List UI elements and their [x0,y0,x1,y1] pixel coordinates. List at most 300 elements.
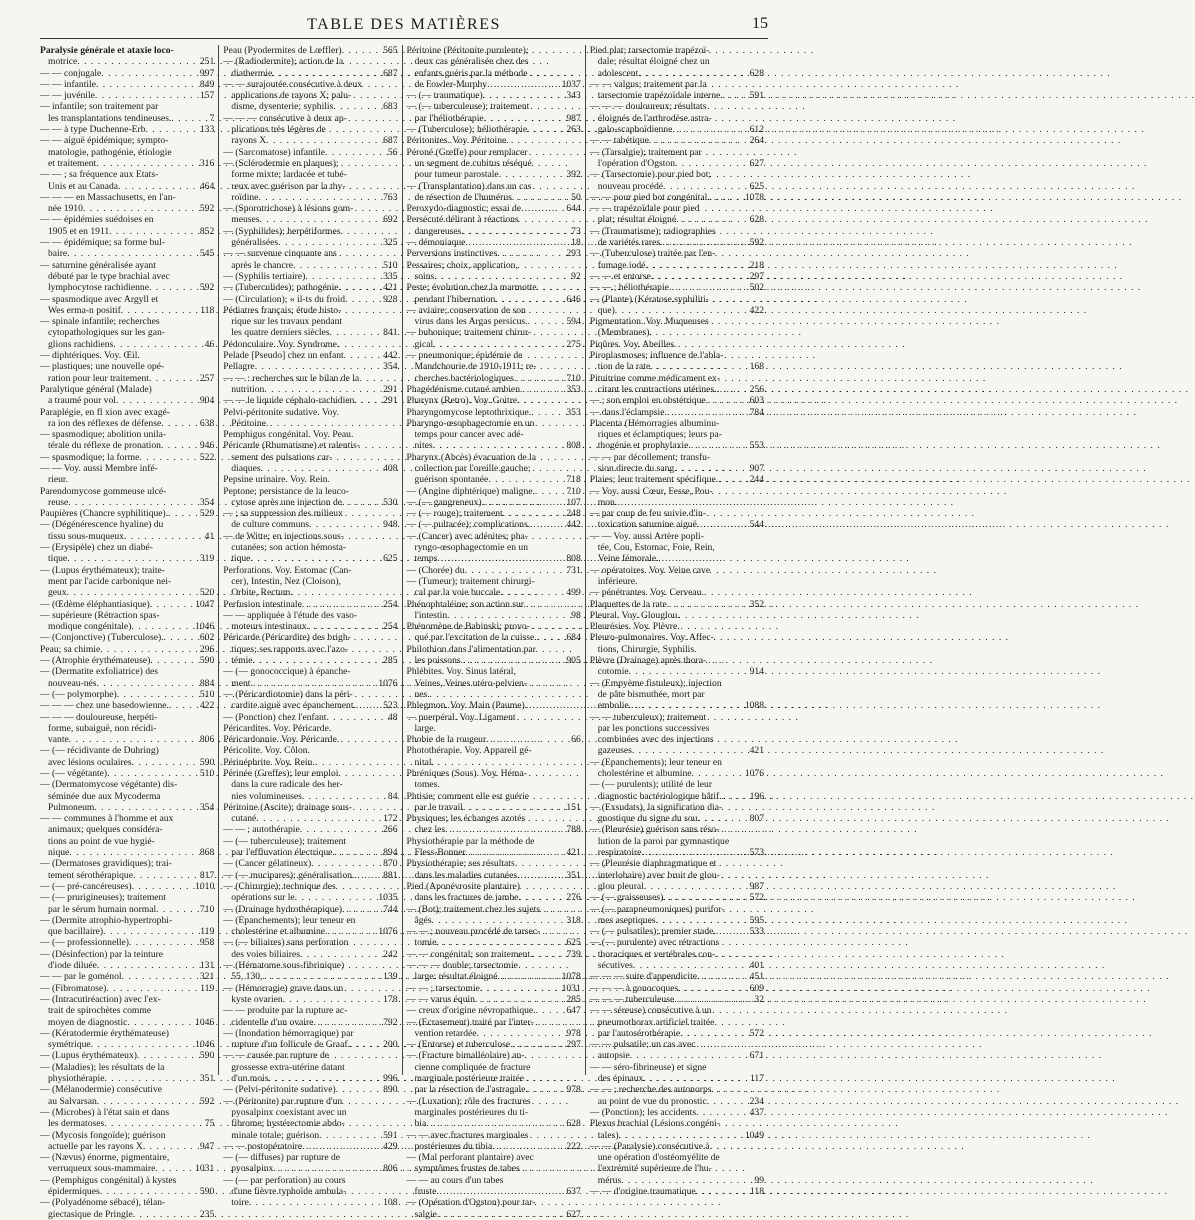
entry-text: large. [414,722,436,734]
leader-dots [77,56,198,67]
entry-text: Phénomène de Babinski; provo- [406,621,530,633]
entry-text: Peste; évolution chez la marmotte [406,282,537,294]
index-entry [40,1062,214,1073]
leader-dots [434,271,569,282]
entry-page: 718 [566,474,581,486]
index-entry [407,248,581,259]
entry-page: 987 [749,880,764,892]
index-entry [590,937,764,948]
entry-text: — (Fracture bimalléolaire) an- [406,1050,525,1062]
entry-page: 947 [199,1140,215,1152]
entry-page: 107 [566,496,581,508]
entry-text: modique congénitale) [48,621,132,633]
entry-text: cardite aiguë avec épanchement. [231,700,356,712]
entry-text: ration pour leur traitement [48,372,149,384]
index-entry [590,508,764,519]
index-entry [407,960,581,971]
index-entry [407,621,581,632]
entry-text: — spasmodique; abolition unila- [40,429,167,441]
index-entry [40,497,214,508]
leader-dots [103,926,198,937]
entry-page: 218 [749,259,764,271]
leader-dots [461,655,565,666]
index-entry [407,452,581,463]
entry-page: 529 [199,508,215,520]
entry-page: 254 [383,598,398,610]
entry-text: 1905 et en 1911 [48,225,110,237]
leader-dots [149,282,198,293]
index-entry [223,960,397,971]
entry-page: 868 [199,847,215,859]
leader-dots [278,237,381,248]
entry-text: — (Luxation); rôle des fractures [406,1095,531,1107]
index-entry [223,870,397,881]
index-entry [590,147,764,158]
index-entry [407,678,581,689]
index-entry [223,768,397,779]
leader-dots [512,192,569,203]
entry-text: citant les contractions utérines. [597,383,717,395]
entry-text: des voies biliaires [231,948,300,960]
entry-text: temps [414,553,438,565]
entry-page: 408 [383,462,398,474]
entry-text: au Salvarsan [48,1095,97,1107]
index-entry [223,531,397,542]
leader-dots [91,1039,193,1050]
index-entry [590,847,764,858]
index-entry [223,519,397,530]
entry-text: — (Péritonite) par rupture d'un [223,1095,343,1107]
entry-text: tions au point de vue hygié- [48,835,155,847]
index-entry [407,565,581,576]
entry-page: 763 [383,191,398,203]
entry-page: 442 [383,350,398,362]
entry-text: pendant l'hibernation [414,293,496,305]
entry-text: — (Syphilis tertiaire) [223,270,306,282]
leader-dots [336,1084,381,1095]
leader-dots [664,407,747,418]
entry-text: Pleural. Voy. Glouglou. [589,609,680,621]
index-entry [40,1118,214,1129]
index-entry [407,599,581,610]
index-entry [223,610,397,621]
index-entry [40,791,214,802]
index-entry [407,508,581,519]
entry-text: — (Tuberculose); héliothérapie [406,124,528,136]
entry-text: — (— gangreneux) [406,496,482,508]
entry-page: 242 [383,948,398,960]
entry-text: Paupières (Chancre syphilitique). [40,508,169,520]
index-entry [590,181,764,192]
index-entry [407,1096,581,1107]
index-entry [223,90,397,101]
index-entry [590,90,764,101]
index-entry [590,1028,764,1039]
index-entry [40,745,214,756]
entry-text: riques et éclamptiques; leurs pa- [597,429,722,441]
entry-page: 98 [571,609,581,621]
entry-text: actuelle par les rayons X [48,1140,143,1152]
entry-text: Plèvre (Drainage) après thora- [589,655,707,667]
entry-page: 1046 [195,1039,215,1051]
entry-text: gnostique du signe du sou [597,813,698,825]
index-entry [407,1039,581,1050]
entry-text: disme, dysenterie; syphilis [231,101,334,113]
entry-text: Phlegmon. Voy. Main (Paume). [406,700,528,712]
entry-text: Perforations. Voy. Estomac (Can- [223,564,352,576]
index-entry [223,689,397,700]
index-entry [223,542,397,553]
entry-text: de variétés rares [597,237,661,249]
entry-text: Péricardites. Voy. Péricarde. [223,722,332,734]
entry-text: — spasmodique; la forme [40,451,140,463]
index-entry [40,305,214,316]
entry-page: 1049 [744,1129,764,1141]
index-entry [223,1186,397,1197]
entry-text: nouveau procédé [597,180,664,192]
index-entry [223,305,397,316]
entry-text: — par coup de feu suivie d'in- [589,508,707,520]
index-entry [407,836,581,847]
entry-text: les dermatoses [48,1118,105,1130]
entry-page: 644 [566,203,581,215]
entry-text: chez les [414,824,446,836]
entry-text: plications très légères de [231,124,326,136]
leader-dots [137,1050,198,1061]
entry-text: — (Dermatoses gravidiques); trai- [40,858,172,870]
index-column-2 [218,45,401,1209]
index-entry [40,892,214,903]
entry-text: Pessaires; choix, application, [406,259,518,271]
entry-page: 1035 [378,892,398,904]
leader-dots [350,1039,381,1050]
index-entry [223,45,397,56]
index-entry [407,214,581,225]
entry-text: tion de la rate [597,361,651,373]
index-entry [590,971,764,982]
index-entry [590,745,764,756]
index-entry [407,892,581,903]
index-entry [407,79,581,90]
entry-text: — (— graisseuses) [589,892,664,904]
entry-text: baire [48,248,68,260]
index-entry [223,248,397,259]
entry-text: — plastiques; une nouvelle opé- [40,361,165,373]
entry-text: cytose après une injection de [231,496,343,508]
entry-text: — (— tuberculeuse); traitement [223,835,347,847]
entry-page: 609 [749,982,764,994]
index-entry [40,779,214,790]
index-entry [40,45,214,56]
entry-text: — (Maladies); les résultats de la [40,1061,165,1073]
index-entry [223,779,397,790]
entry-page: 592 [199,282,215,294]
leader-dots [156,904,198,915]
entry-text: autopsie [597,1050,630,1062]
entry-text: par le sérum humain normal [48,903,157,915]
entry-text: — (Œdème éléphantiasique) [40,598,150,610]
entry-text: — (Intracutiréaction) avec l'ex- [40,993,161,1005]
leader-dots [171,113,207,124]
entry-text: Peau; sa chimie [40,643,101,655]
index-entry [40,1028,214,1039]
leader-dots [261,463,382,474]
entry-text: — (Péricardiotomie) dans la péri- [223,688,353,700]
entry-text: salgie [414,1208,437,1220]
entry-page: 1076 [378,926,398,938]
index-entry [223,791,397,802]
entry-text: l'extrémité supérieure de l'hu- [597,1163,712,1175]
entry-text: Persécuté délirant à réactions [406,214,519,226]
entry-text: collection par l'oreille gauche; [414,462,531,474]
entry-text: — dans l'éclampsie [589,406,665,418]
leader-dots [354,395,381,406]
index-entry [40,519,214,530]
index-entry [590,429,764,440]
entry-page: 297 [566,1039,581,1051]
entry-text: Péricardonnie. Voy. Péricarde. [223,734,340,746]
index-entry [590,960,764,971]
entry-text: tement sérothérapique [48,869,133,881]
entry-page: 318 [566,914,581,926]
index-entry [40,734,214,745]
index-entry [223,113,397,124]
entry-text: toire [231,1197,249,1209]
leader-dots [106,983,198,994]
entry-page: 592 [199,203,215,215]
index-entry [407,474,581,485]
entry-page: 603 [749,395,764,407]
index-entry [223,373,397,384]
entry-text: — — et entorse [589,270,651,282]
index-entry [407,937,581,948]
index-entry [223,260,397,271]
entry-text: Péroné (Greffe) pour remplacer [406,146,528,158]
entry-text: — — tabétique [589,135,649,147]
entry-page: 573 [749,847,764,859]
index-entry [223,734,397,745]
leader-dots [433,339,564,350]
leader-dots [436,1186,564,1197]
entry-text: — (— parapneumoniques) purifor- [589,903,725,915]
entry-page: 687 [383,135,398,147]
entry-page: 671 [749,1050,764,1062]
entry-text: — (— biliaires) sans perforation [223,937,349,949]
entry-page: 806 [199,734,215,746]
index-entry [590,339,764,350]
index-entry [223,1197,397,1208]
entry-page: 948 [383,519,398,531]
index-entry [223,1073,397,1084]
index-entry [40,203,214,214]
leader-dots [716,926,748,937]
entry-text: — de Witte; en injections sous- [223,530,344,542]
index-entry [40,316,214,327]
index-entry [407,644,581,655]
entry-text: — (Entorse) et tuberculose [406,1039,511,1051]
entry-text: — (— gonococcique) à épanche- [223,666,351,678]
entry-text: gical [414,338,434,350]
entry-text: — — épidémies suédoises en [40,214,154,226]
entry-text: pneumothorax artificiel traitée [597,1016,715,1028]
index-entry [223,1050,397,1061]
index-entry [590,1118,764,1129]
entry-text: Photothérapie. Voy. Appareil gé- [406,745,532,757]
entry-text: — — — en Massachusetts, en l'an- [40,191,176,203]
entry-text: moyen de diagnostic [48,1016,128,1028]
leader-dots [109,226,198,237]
leader-dots [484,113,565,124]
leader-dots [256,813,381,824]
entry-text: Péricarde (Rhumatisme) et ralentis- [223,440,360,452]
entry-page: 1010 [195,880,215,892]
index-entry [223,440,397,451]
index-entry [223,56,397,67]
index-entry [590,56,764,67]
index-entry [223,1005,397,1016]
entry-text: — (— diffuses) par rupture de [223,1152,341,1164]
index-entry [40,1107,214,1118]
entry-text: meuses [231,214,260,226]
entry-page: 978 [566,1027,581,1039]
entry-text: Placenta (Hémorragies albuminu- [589,417,720,429]
entry-text: Périnée (Greffes); leur emploi [223,768,339,779]
entry-page: 1046 [195,1016,215,1028]
index-entry [223,101,397,112]
index-entry [40,463,214,474]
index-entry [407,203,581,214]
index-entry [590,836,764,847]
leader-dots [487,79,560,90]
entry-text: — (Sclérodermie en plaques); [223,157,339,169]
entry-page: 151 [566,801,581,813]
entry-text: d'iode diluée [48,960,97,972]
entry-page: 710 [566,372,581,384]
leader-dots [533,949,565,960]
entry-page: 572 [749,1027,764,1039]
entry-text: sécutives [597,960,633,972]
entry-page: 523 [383,700,398,712]
entry-text: — (Nævus) énorme, pigmentaire, [40,1152,170,1164]
entry-text: Pied (Aponévrosite plantaire) [406,880,520,892]
entry-page: 108 [383,1197,398,1209]
entry-text: — ; son emploi en obstétrique [589,395,706,407]
entry-page: 890 [383,1084,398,1096]
entry-text: large: résultat éloigné [414,971,498,983]
entry-page: 92 [571,270,581,282]
index-entry [223,271,397,282]
index-entry [407,1175,581,1186]
entry-text: par l'héliothérapie [414,112,484,124]
entry-text: — — — chez une basedowienne. [40,700,169,712]
entry-page: 84 [387,790,398,802]
entry-text: — (Transplantation) dans un cas [406,180,532,192]
entry-text: cherches bactériologiques [414,372,514,384]
entry-page: 343 [566,90,581,102]
entry-text: glions rachidiens [48,338,114,350]
index-entry [223,723,397,734]
entry-page: 263 [566,124,581,136]
index-entry [590,666,764,677]
entry-page: 50 [571,191,581,203]
entry-text: rupture d'un follicule de Graaf. [231,1039,350,1051]
leader-dots [302,1141,381,1152]
leader-dots [651,271,748,282]
entry-page: 849 [199,78,215,90]
entry-text: pour tumeur parostale [414,169,499,181]
leader-dots [461,226,569,237]
entry-page: 351 [566,869,581,881]
entry-text: — Voy. aussi Cœur, Fesse, Pou- [589,485,713,497]
index-entry [407,610,581,621]
leader-dots [672,124,747,135]
entry-text: Paralytique général (Malade) [40,383,152,395]
entry-page: 744 [383,903,398,915]
entry-text: par l'autosérothérapie [597,1027,681,1039]
index-entry [590,237,764,248]
entry-text: — — juvénile [40,90,95,102]
entry-page: 1037 [561,78,581,90]
index-entry [590,791,764,802]
entry-text: — — par le goménol [40,971,122,983]
index-entry [590,1107,764,1118]
leader-dots [117,689,198,700]
leader-dots [305,271,381,282]
index-entry [407,870,581,881]
entry-page: 627 [566,1208,581,1220]
leader-dots [333,101,381,112]
index-entry [407,271,581,282]
index-entry [590,1084,764,1095]
entry-page: 533 [749,926,764,938]
index-entry [40,1186,214,1197]
index-entry [590,892,764,903]
entry-text: lymphocytose rachidienne [48,282,149,294]
entry-text: — (Cancer) avec adénites; pha- [406,530,528,542]
index-entry [40,802,214,813]
index-entry [40,666,214,677]
leader-dots [643,1073,748,1084]
index-entry [407,497,581,508]
index-entry [407,734,581,745]
leader-dots [497,971,559,982]
index-entry [407,1141,581,1152]
entry-text: Plaquettes de la rate [589,598,667,610]
entry-page: 325 [383,237,398,249]
index-entry [590,1062,764,1073]
index-entry [407,847,581,858]
index-entry [40,68,214,79]
entry-text: postérieures du tibia [414,1140,493,1152]
entry-text: Peptone; persistance de la leuco- [223,485,349,497]
leader-dots [139,452,197,463]
leader-dots [656,915,748,926]
entry-page: 628 [749,214,764,226]
index-entry [407,915,581,926]
entry-page: 852 [199,225,215,237]
entry-page: 291 [383,383,398,395]
entry-page: 248 [566,508,581,520]
entry-page: 422 [199,700,215,712]
entry-text: née 1910 [48,203,83,215]
entry-text: physiothérapie [48,1073,105,1085]
index-entry [590,678,764,689]
leader-dots [150,599,193,610]
index-entry [40,1163,214,1174]
index-entry [590,271,764,282]
entry-text: interlobaire) avec bruit de glou- [597,869,720,881]
entry-text: par le travail [414,801,463,813]
